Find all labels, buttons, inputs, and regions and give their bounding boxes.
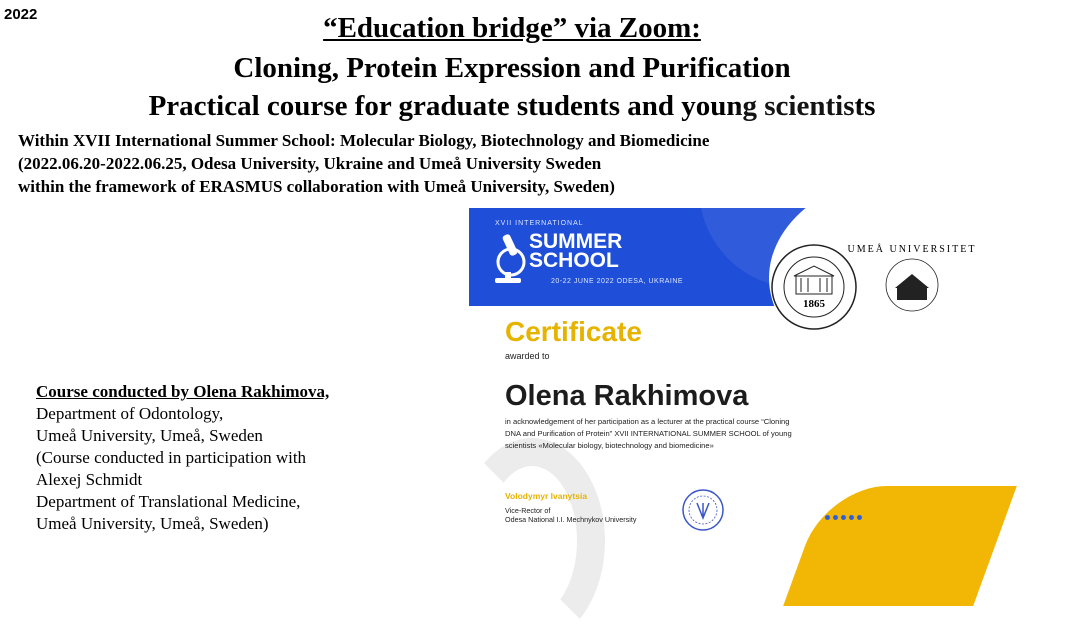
signer-role-line-1: Vice-Rector of: [505, 506, 551, 515]
official-stamp-icon: [681, 488, 725, 532]
course-line: Department of Odontology,: [36, 404, 224, 423]
banner-small-text: XVII INTERNATIONAL: [495, 220, 584, 227]
certificate-image: [469, 208, 977, 561]
banner-title-line-1: SUMMER: [529, 230, 623, 253]
header-line-2: Cloning, Protein Expression and Purification: [233, 52, 791, 84]
certificate-title: Certificate: [505, 316, 642, 347]
course-line: Umeå University, Umeå, Sweden): [36, 514, 269, 533]
dot: [825, 515, 830, 520]
decorative-arc: [459, 438, 605, 644]
banner-title: [529, 232, 622, 270]
header-line-1: “Education bridge” via Zoom:: [323, 12, 701, 44]
seal-year: 1865: [803, 298, 825, 310]
signer-role-line-2: Odesa National I.I. Mechnykov University: [505, 515, 637, 524]
course-line: Department of Translational Medicine,: [36, 492, 301, 511]
signer-role: [505, 506, 636, 524]
course-line: Alexej Schmidt: [36, 470, 143, 489]
year-label: 2022: [4, 6, 38, 23]
yellow-accent-shape: [783, 486, 1017, 606]
subheader-line-3: within the framework of ERASMUS collaboration with Umeå University, Sweden): [18, 177, 615, 196]
course-line: (Course conducted in participation with: [36, 448, 307, 467]
banner-date: 20-22 JUNE 2022 ODESA, UKRAINE: [551, 278, 684, 285]
dots-decoration: [825, 515, 862, 520]
dot: [833, 515, 838, 520]
umea-logo-text: UMEÅ UNIVERSITET: [847, 244, 977, 255]
odesa-university-seal-icon: [769, 242, 859, 332]
course-line: Umeå University, Umeå, Sweden: [36, 426, 263, 445]
recipient-name: Olena Rakhimova: [505, 380, 749, 412]
course-heading: Course conducted by Olena Rakhimova,: [36, 382, 330, 401]
signer-name: Volodymyr Ivanytsia: [505, 491, 588, 501]
microscope-icon: [491, 232, 525, 288]
certificate-body-text: in acknowledgement of her participation as a lecturer at the practical course “Cloning DNA and Purification of Protein” XVII INTERNATIONAL SUMMER SCHOOL of young scientists «Molecular biology, biotechnology and biomedicine»: [505, 417, 792, 450]
subheader-line-1: Within XVII International Summer School: Molecular Biology, Biotechnology and Biomedicine: [18, 131, 710, 150]
subheader-line-2: (2022.06.20-2022.06.25, Odesa University, Ukraine and Umeå University Sweden: [18, 154, 602, 173]
dot: [849, 515, 854, 520]
dot: [857, 515, 862, 520]
umea-university-logo-icon: [847, 242, 977, 328]
header-line-3: Practical course for graduate students and young scientists: [148, 90, 876, 122]
course-info: [36, 381, 436, 535]
banner-title-line-2: SCHOOL: [529, 249, 619, 272]
dot: [841, 515, 846, 520]
awarded-to-label: awarded to: [505, 351, 550, 361]
